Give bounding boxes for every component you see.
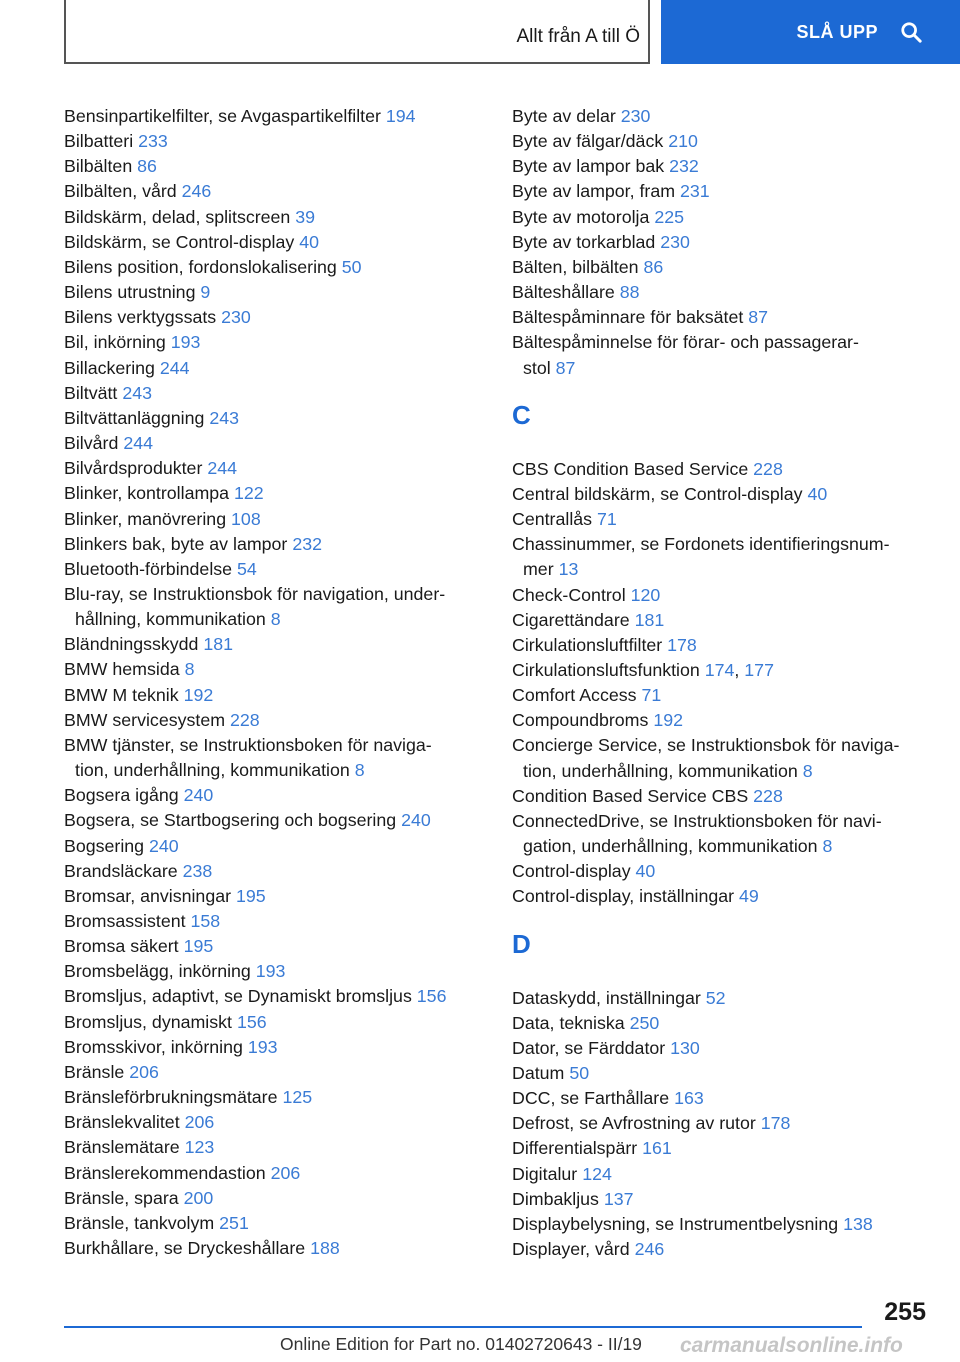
- index-entry-text: Burkhållare, se Dryckeshållare: [64, 1238, 306, 1259]
- index-entry-text: Bilbälten: [64, 156, 133, 177]
- page-link[interactable]: 54: [237, 558, 257, 579]
- index-entry: [512, 733, 932, 783]
- page-link[interactable]: 178: [760, 1113, 791, 1134]
- index-entry-text: Bältespåminnare för baksätet: [512, 307, 744, 328]
- index-entry: [64, 582, 494, 632]
- index-entry: [64, 456, 494, 481]
- page-link[interactable]: 244: [207, 458, 237, 479]
- index-entry-text: Bildskärm, se Control-display: [64, 231, 295, 252]
- index-entry-text: Datum: [512, 1063, 565, 1083]
- index-entry: [512, 986, 932, 1011]
- page-link[interactable]: 233: [138, 131, 168, 152]
- page-link[interactable]: 87: [555, 357, 576, 378]
- index-column-left: [64, 104, 494, 1261]
- index-entry-text: BMW tjänster, se Instruktionsboken för naviga-: [64, 734, 432, 755]
- index-entry: [64, 532, 494, 557]
- page-number: 255: [884, 1298, 926, 1326]
- page-link[interactable]: 122: [234, 483, 264, 504]
- page-link[interactable]: 228: [753, 458, 783, 479]
- edition-note: Online Edition for Part no. 01402720643 - II/19: [280, 1334, 642, 1354]
- page-link[interactable]: 193: [255, 961, 286, 982]
- page-link[interactable]: 240: [401, 810, 431, 831]
- index-entry-text: CBS Condition Based Service: [512, 458, 749, 479]
- page-link[interactable]: 230: [620, 106, 651, 126]
- page-link[interactable]: 158: [190, 911, 221, 931]
- index-entry-text: Bilens verktygssats: [64, 307, 217, 328]
- index-entry: [512, 1136, 932, 1161]
- page-link[interactable]: 156: [236, 1011, 267, 1032]
- index-entry-text: Bromsa säkert: [64, 936, 179, 957]
- index-entry-text: Bluetooth-förbindelse: [64, 558, 233, 579]
- index-entry-text: Byte av delar: [512, 106, 616, 126]
- index-entry-continuation: tion, underhållning, kommunikation: [75, 760, 350, 781]
- index-entry: [64, 205, 494, 230]
- index-entry-text: Bälten, bilbälten: [512, 256, 639, 277]
- index-entry-text: Bränsleförbrukningsmätare: [64, 1087, 278, 1108]
- page-link[interactable]: 195: [235, 885, 266, 906]
- page-link[interactable]: 13: [558, 559, 579, 580]
- index-entry: [64, 834, 494, 859]
- index-entry: [512, 708, 932, 733]
- index-entry-text: Central bildskärm, se Control-display: [512, 483, 803, 504]
- index-entry: [64, 356, 494, 381]
- page-link[interactable]: 177: [744, 659, 774, 680]
- index-entry: [512, 255, 932, 280]
- index-entry: [512, 1187, 932, 1212]
- index-entry: [512, 179, 932, 204]
- page-link[interactable]: 228: [229, 709, 260, 730]
- page-link[interactable]: 246: [634, 1239, 665, 1260]
- header-frame-bottom: [64, 62, 650, 64]
- index-entry-text: Bränslekvalitet: [64, 1112, 180, 1133]
- index-entry: Cirkulationsluftsfunktion 174, 177: [512, 659, 774, 680]
- index-entry: [64, 1085, 494, 1110]
- index-entry: [64, 481, 494, 506]
- page-link[interactable]: 243: [209, 407, 239, 428]
- page-link[interactable]: 193: [170, 332, 201, 353]
- page-link[interactable]: 225: [654, 206, 684, 227]
- index-entry-text: Bromsljus, dynamiskt: [64, 1011, 232, 1032]
- index-entry: [64, 557, 494, 582]
- index-entry-text: Blinkers bak, byte av lampor: [64, 533, 288, 554]
- index-entry-text: Bälteshållare: [512, 282, 615, 303]
- page-link[interactable]: 8: [802, 760, 813, 781]
- index-entry: [512, 482, 932, 507]
- index-entry: [512, 884, 932, 909]
- page-link[interactable]: 120: [630, 584, 661, 605]
- page-link[interactable]: 244: [123, 433, 153, 454]
- index-entry: [64, 406, 494, 431]
- index-entry-text: Billackering: [64, 357, 155, 378]
- index-entry-text: Bromsassistent: [64, 911, 186, 931]
- index-entry-text: Blinker, kontrollampa: [64, 483, 230, 504]
- index-entry: [64, 708, 494, 733]
- index-entry: [512, 633, 932, 658]
- index-entry-text: Control-display: [512, 861, 631, 882]
- index-entry-text: Bogsering: [64, 835, 145, 856]
- page-link[interactable]: 108: [231, 508, 261, 529]
- index-entry: [64, 305, 494, 330]
- index-entry-text: Control-display, inställningar: [512, 886, 735, 907]
- index-entry: [64, 1110, 494, 1135]
- page-link[interactable]: 40: [807, 483, 828, 504]
- index-entry-text: Comfort Access: [512, 685, 637, 706]
- index-entry: [512, 330, 932, 380]
- index-entry-text: Centrallås: [512, 509, 593, 530]
- index-entry-text: Byte av lampor, fram: [512, 181, 676, 202]
- index-entry: [512, 1061, 932, 1086]
- index-entry-text: Chassinummer, se Fordonets identifieringsnum-: [512, 534, 890, 555]
- search-button-label: SLÅ UPP: [796, 21, 878, 42]
- page-link[interactable]: 231: [680, 181, 710, 202]
- index-entry-text: Digitalur: [512, 1163, 578, 1184]
- page-link[interactable]: 161: [642, 1138, 672, 1159]
- page-link[interactable]: 125: [282, 1087, 313, 1108]
- index-entry: [64, 1186, 494, 1211]
- index-entry: [64, 104, 494, 129]
- page-link[interactable]: 71: [641, 685, 662, 706]
- index-entry-text: Bensinpartikelfilter, se Avgaspartikelfilter: [64, 106, 381, 126]
- index-entry: [512, 507, 932, 532]
- index-entry: [512, 1162, 932, 1187]
- index-entry: [512, 1111, 932, 1136]
- page-link[interactable]: 50: [341, 256, 362, 277]
- page-link[interactable]: 86: [137, 156, 157, 177]
- page-link[interactable]: 71: [597, 509, 617, 530]
- index-entry-continuation: tion, underhållning, kommunikation: [523, 760, 798, 781]
- search-icon: [900, 21, 922, 43]
- header-divider: [648, 0, 650, 64]
- page-link[interactable]: 8: [184, 659, 195, 680]
- index-entry-continuation: mer: [523, 559, 554, 580]
- index-entry-text: Check-Control: [512, 584, 626, 605]
- page-link[interactable]: 238: [182, 860, 213, 881]
- index-entry: [512, 305, 932, 330]
- index-entry: [64, 1010, 494, 1035]
- index-entry-text: Data, tekniska: [512, 1012, 625, 1033]
- page-link[interactable]: 243: [122, 382, 152, 403]
- index-entry: [64, 1211, 494, 1236]
- page-link[interactable]: 230: [660, 231, 690, 252]
- index-entry-text: Cirkulationsluftfilter: [512, 634, 663, 655]
- index-entry: [64, 632, 494, 657]
- footer-rule: [64, 1326, 862, 1328]
- index-entry-text: BMW hemsida: [64, 659, 180, 680]
- index-entry: [64, 381, 494, 406]
- index-entry-text: Bränsle: [64, 1061, 125, 1082]
- index-entry-text: Blu-ray, se Instruktionsbok för navigation, under-: [64, 583, 446, 604]
- page-link[interactable]: 232: [669, 156, 699, 177]
- index-entry: [512, 1011, 932, 1036]
- page-link[interactable]: 193: [247, 1036, 278, 1057]
- index-entry-text: Dimbakljus: [512, 1188, 599, 1209]
- page-link[interactable]: 9: [200, 282, 211, 303]
- index-entry-text: Bilvårdsprodukter: [64, 458, 203, 479]
- index-entry-text: Bilbälten, vård: [64, 181, 177, 202]
- index-entry-text: Brandsläckare: [64, 860, 178, 881]
- index-entry: [512, 1086, 932, 1111]
- index-entry-text: Bränsle, spara: [64, 1187, 179, 1208]
- index-entry-text: Condition Based Service CBS: [512, 785, 749, 806]
- page-link[interactable]: 8: [354, 760, 365, 781]
- index-entry: [512, 280, 932, 305]
- index-entry: [512, 608, 932, 633]
- index-entry-text: Bil, inkörning: [64, 332, 166, 353]
- index-entry-text: Bogsera, se Startbogsering och bogsering: [64, 810, 397, 831]
- index-entry-text: Cigarettändare: [512, 609, 630, 630]
- index-entry-text: Blinker, manövrering: [64, 508, 227, 529]
- index-entry: [512, 683, 932, 708]
- index-entry: [64, 984, 494, 1009]
- index-entry-continuation: stol: [523, 357, 551, 378]
- page-link[interactable]: 192: [653, 710, 684, 731]
- index-entry: [512, 205, 932, 230]
- page-link[interactable]: 52: [705, 987, 726, 1008]
- page-link[interactable]: 206: [184, 1112, 215, 1133]
- page-link[interactable]: 195: [183, 936, 214, 957]
- index-entry: [64, 255, 494, 280]
- page-link[interactable]: 232: [292, 533, 322, 554]
- page-link[interactable]: 87: [748, 307, 769, 328]
- page-link[interactable]: 181: [203, 634, 234, 655]
- index-entry-text: Bältespåminnelse för förar- och passagerar-: [512, 332, 859, 353]
- index-entry-text: Bromsbelägg, inkörning: [64, 961, 251, 982]
- index-entry-text: Byte av fälgar/däck: [512, 131, 664, 152]
- index-entry-text: Bogsera igång: [64, 785, 179, 806]
- page-link[interactable]: 246: [181, 181, 212, 202]
- index-entry-text: Biltvätt: [64, 382, 118, 403]
- index-entry: [512, 859, 932, 884]
- index-entry: [64, 280, 494, 305]
- index-entry-continuation: hållning, kommunikation: [75, 609, 266, 630]
- index-entry: [64, 1161, 494, 1186]
- index-entry-text: Cirkulationsluftsfunktion: [512, 659, 700, 680]
- page-link[interactable]: 206: [129, 1061, 159, 1082]
- page-link[interactable]: 206: [270, 1162, 301, 1183]
- index-entry-text: BMW servicesystem: [64, 709, 226, 730]
- page-link[interactable]: 230: [221, 307, 251, 328]
- index-entry: [512, 784, 932, 809]
- index-entry-text: Byte av torkarblad: [512, 231, 656, 252]
- index-entry: [64, 1236, 494, 1261]
- search-button[interactable]: [661, 0, 960, 64]
- index-column-right: [512, 104, 932, 1262]
- page-link[interactable]: 50: [569, 1063, 590, 1083]
- page-link[interactable]: 8: [822, 836, 833, 857]
- index-entry-text: Displayer, vård: [512, 1239, 630, 1260]
- index-entry-text: Byte av motorolja: [512, 206, 650, 227]
- index-entry: [64, 129, 494, 154]
- index-entry-text: Bränslerekommendastion: [64, 1162, 266, 1183]
- index-entry-text: Dator, se Färddator: [512, 1037, 666, 1058]
- index-entry: [512, 104, 932, 129]
- index-entry-text: BMW M teknik: [64, 684, 179, 705]
- index-entry-text: Bränslemätare: [64, 1137, 180, 1158]
- index-entry: [64, 230, 494, 255]
- header-frame-left: [64, 0, 66, 64]
- index-entry-text: Displaybelysning, se Instrumentbelysning: [512, 1213, 839, 1234]
- index-entry: [64, 1035, 494, 1060]
- index-entry: [64, 683, 494, 708]
- index-entry-text: Bilens utrustning: [64, 282, 196, 303]
- index-entry-text: DCC, se Farthållare: [512, 1088, 670, 1109]
- index-entry-text: Dataskydd, inställningar: [512, 987, 701, 1008]
- page-link[interactable]: 40: [635, 861, 656, 882]
- page-link[interactable]: 88: [619, 282, 640, 303]
- page-link[interactable]: 181: [634, 609, 665, 630]
- page-link[interactable]: 244: [159, 357, 190, 378]
- index-entry-text: Bilens position, fordonslokalisering: [64, 256, 337, 277]
- index-entry: [512, 1212, 932, 1237]
- page-link[interactable]: 123: [184, 1137, 215, 1158]
- page-link[interactable]: 8: [270, 609, 281, 630]
- index-entry-text: Defrost, se Avfrostning av rutor: [512, 1113, 756, 1134]
- index-entry: [64, 733, 494, 783]
- page-link[interactable]: 137: [603, 1188, 634, 1209]
- page-link[interactable]: 178: [667, 634, 697, 655]
- watermark: carmanualsonline.info: [680, 1334, 903, 1357]
- page-link[interactable]: 250: [629, 1012, 660, 1033]
- page-link[interactable]: 240: [149, 835, 179, 856]
- page-link[interactable]: 188: [310, 1238, 340, 1259]
- index-entry: [64, 330, 494, 355]
- page-link[interactable]: 130: [670, 1037, 700, 1058]
- index-entry: [64, 909, 494, 934]
- page-link[interactable]: 240: [183, 785, 214, 806]
- page-link[interactable]: 200: [183, 1187, 214, 1208]
- page-link[interactable]: 210: [668, 131, 698, 152]
- page-link[interactable]: 86: [643, 256, 664, 277]
- index-entry: [64, 783, 494, 808]
- page-link[interactable]: 194: [385, 106, 416, 126]
- index-entry: [64, 1060, 494, 1085]
- page-link[interactable]: 40: [299, 231, 319, 252]
- index-entry: [512, 457, 932, 482]
- index-entry: [64, 884, 494, 909]
- index-entry: [512, 583, 932, 608]
- page-link[interactable]: 124: [582, 1163, 612, 1184]
- index-entry: [512, 1237, 932, 1262]
- page-link[interactable]: 163: [674, 1088, 704, 1109]
- index-entry-text: Concierge Service, se Instruktionsbok för naviga-: [512, 735, 900, 756]
- page-link[interactable]: 49: [739, 886, 759, 907]
- tab-a-to-z[interactable]: Allt från A till Ö: [516, 26, 640, 47]
- page-link[interactable]: 156: [416, 986, 447, 1007]
- index-entry-text: Bildskärm, delad, splitscreen: [64, 206, 291, 227]
- index-entry: [64, 657, 494, 682]
- index-entry: [512, 809, 932, 859]
- index-entry: [64, 859, 494, 884]
- index-entry: [64, 507, 494, 532]
- index-entry: [512, 230, 932, 255]
- page-link[interactable]: 39: [295, 206, 316, 227]
- page-link[interactable]: 228: [753, 785, 783, 806]
- index-entry: [64, 179, 494, 204]
- index-entry: [64, 1135, 494, 1160]
- index-entry-text: ConnectedDrive, se Instruktionsboken för navi-: [512, 810, 882, 831]
- page-link[interactable]: 251: [219, 1212, 249, 1233]
- index-entry: [512, 129, 932, 154]
- index-entry-text: Bilbatteri: [64, 131, 134, 152]
- index-entry: [512, 1036, 932, 1061]
- index-entry-text: Bromsljus, adaptivt, se Dynamiskt bromsljus: [64, 986, 412, 1007]
- index-entry: [512, 154, 932, 179]
- index-entry: [512, 532, 932, 582]
- index-entry-text: Byte av lampor bak: [512, 156, 665, 177]
- page-link[interactable]: 174: [704, 659, 735, 680]
- index-entry-text: Bländningsskydd: [64, 634, 199, 655]
- index-entry: [64, 808, 494, 833]
- index-entry: [64, 959, 494, 984]
- index-entry-text: Compoundbroms: [512, 710, 649, 731]
- index-entry-text: Bilvård: [64, 433, 119, 454]
- index-entry-text: Bromsar, anvisningar: [64, 885, 232, 906]
- page-link[interactable]: 138: [843, 1213, 873, 1234]
- index-entry-text: Biltvättanläggning: [64, 407, 205, 428]
- page-link[interactable]: 192: [183, 684, 214, 705]
- index-entry: [64, 431, 494, 456]
- index-entry: [64, 154, 494, 179]
- index-entry-text: Differentialspärr: [512, 1138, 638, 1159]
- index-entry-text: Bränsle, tankvolym: [64, 1212, 215, 1233]
- index-entry-text: Bromsskivor, inkörning: [64, 1036, 243, 1057]
- index-letter-heading: D: [512, 928, 531, 959]
- index-entry-continuation: gation, underhållning, kommunikation: [523, 836, 818, 857]
- index-letter-heading: C: [512, 399, 531, 430]
- index-entry: [64, 934, 494, 959]
